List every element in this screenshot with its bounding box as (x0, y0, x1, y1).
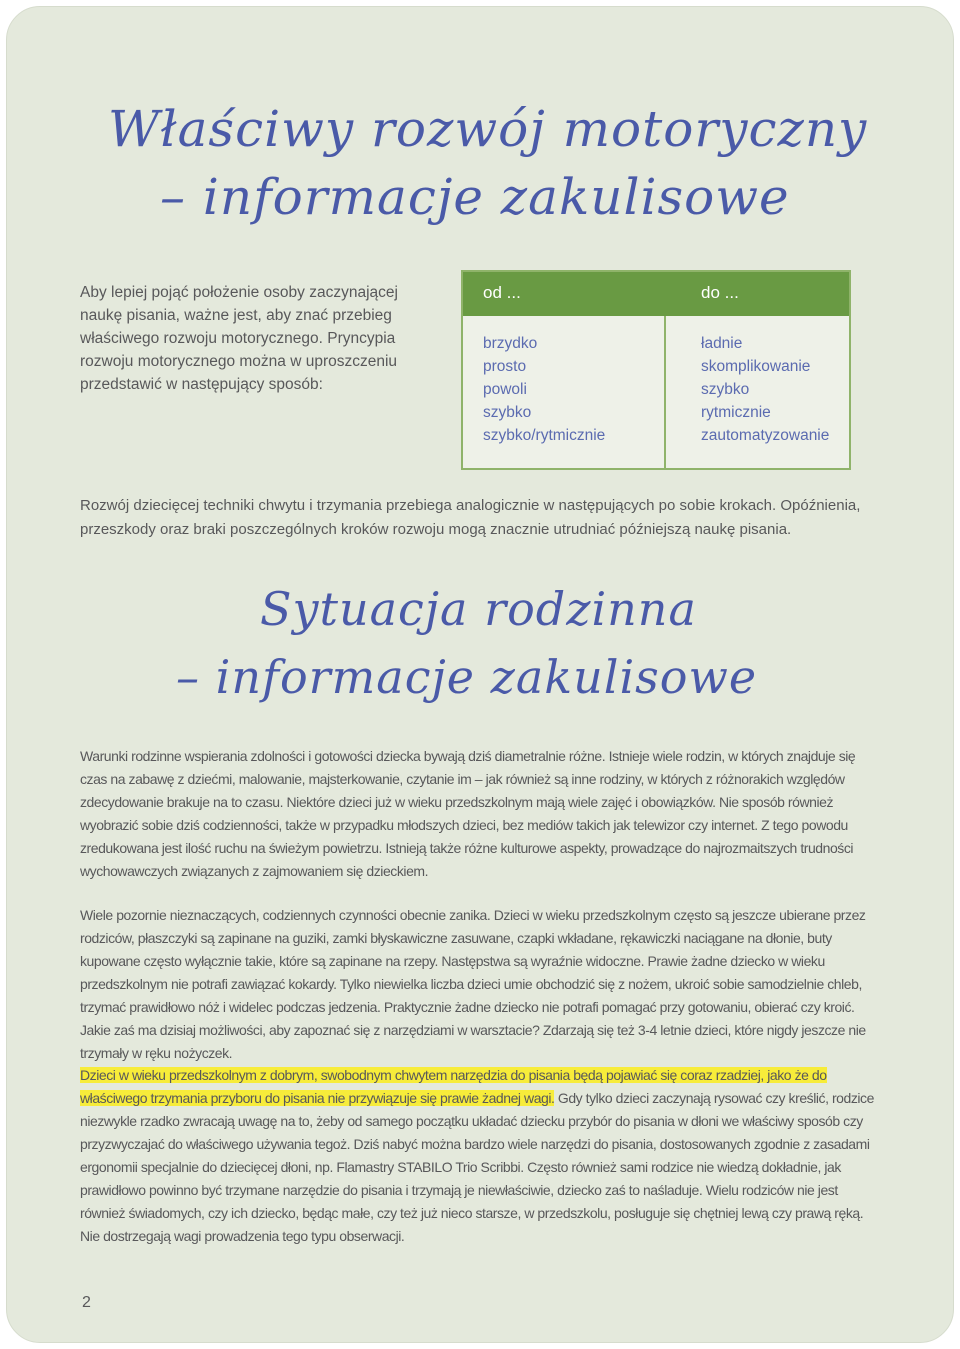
highlighted-text: Dzieci w wieku przedszkolnym z dobrym, swobodnym chwytem narzędzia do pisania będą pojawiać się coraz rzadziej, jako że do właściwego trzymania przyboru do pisania nie przywiązuje się prawie żadnej wagi. (80, 1067, 827, 1106)
title2-line2: – informacje zakulisowe (176, 650, 758, 704)
table-header (463, 272, 849, 316)
intro-text: Aby lepiej pojąć położenie osoby zaczynającej naukę pisania, ważne jest, aby znać przebieg właściwego rozwoju motorycznego. Pryncypia rozwoju motorycznego można w uproszczeniu przedstawić w następujący sposób: (80, 283, 398, 393)
paragraph-family-conditions: Warunki rodzinne wspierania zdolności i gotowości dziecka bywają dziś diametralnie różne. Istnieje wiele rodzin, w których znajduje się czas na zabawę z dziećmi, malowanie, majsterkowanie, czytanie im – jak również są inne rodziny, w których z różnorakich względów zdecydowanie brakuje na to czasu. Niektóre dzieci już w wieku przedszkolnym mają wiele zajęć i obowiązków. Nie sposób również wyobrazić sobie dziś codzienności, także w przypadku młodszych dzieci, bez mediów takich jak telewizor czy internet. Z tego powodu zredukowana jest ilość ruchu na świeżym powietrzu. Istnieją także różne kulturowe aspekty, prowadzące do najrozmaitszych trudności wychowawczych związanych z zajmowaniem się dzieckiem. (80, 748, 856, 879)
title2-line1: Sytuacja rodzinna (260, 582, 697, 636)
list-item: skomplikowanie (701, 358, 811, 375)
list-item: szybko (483, 404, 532, 421)
table-header-to: do ... (701, 283, 739, 302)
list-item: prosto (483, 358, 527, 375)
table-column-to (701, 332, 829, 447)
list-item: powoli (483, 381, 527, 398)
list-item: brzydko (483, 335, 538, 352)
table-header-from: od ... (483, 283, 521, 302)
table-column-from (483, 332, 605, 447)
title1-line1: Właściwy rozwój motoryczny (108, 100, 868, 158)
list-item: zautomatyzowanie (701, 427, 830, 444)
page-number: 2 (82, 1294, 91, 1311)
list-item: szybko (701, 381, 750, 398)
table-divider (664, 316, 666, 468)
list-item: szybko/rytmicznie (483, 427, 606, 444)
paragraph-rest: Gdy tylko dzieci zaczynają rysować czy kreślić, rodzice niezwykle rzadko zwracają uwagę na to, żeby od samego początku układać dziecku przybór do pisania w dłoni we właściwy sposób czy przyzwyczajać do właściwego używania tegoż. Dziś nabyć można bardzo wiele narzędzi do pisania, dostosowanych zgodnie z zasadami ergonomii specjalnie do dziecięcej dłoni, np. Flamastry STABILO Trio Scribbi. Często również sami rodzice nie wiedzą dokładnie, jak prawidłowo powinno być trzymane narzędzie do pisania i trzymają je niewłaściwie, dziecko zaś to naśladuje. Wielu rodziców nie jest również świadomych, czy ich dziecko, będąc małe, czy też już nieco starsze, w przedszkolu, posługuje się chętniej lewą czy prawą ręką. Nie dostrzegają wagi prowadzenia tego typu obserwacji. (80, 1090, 874, 1244)
paragraph-writing-tools (80, 1064, 880, 1248)
list-item: ładnie (701, 335, 743, 352)
paragraph-daily-activities: Wiele pozornie nieznaczących, codziennych czynności obecnie zanika. Dzieci w wieku przedszkolnym często są jeszcze ubierane przez rodziców, płaszczyki są zapinane na guziki, zamki błyskawiczne zasuwane, czapki wkładane, rękawiczki naciągane na dłonie, buty kupowane często wyłącznie takie, które są zapinane na rzepy. Następstwa są wyraźnie widoczne. Prawie żadne dziecko w wieku przedszkolnym nie potrafi zawiązać kokardy. Tylko niewielka liczba dzieci umie obchodzić się z nożem, ukroić sobie samodzielnie chleb, trzymać prawidłowo nóż i widelec podczas jedzenia. Praktycznie żadne dziecko nie potrafi pomagać przy gotowaniu, obierać czy kroić. Jakie zaś ma dzisiaj możliwości, aby zapoznać się z narzędziami w warsztacie? Zdarzają się też 3-4 letnie dzieci, które nigdy jeszcze nie trzymały w ręku nożyczek. (80, 907, 866, 1061)
development-table (461, 270, 851, 470)
title1-line2: – informacje zakulisowe (160, 168, 790, 226)
list-item: rytmicznie (701, 404, 771, 421)
paragraph-development: Rozwój dziecięcej techniki chwytu i trzymania przebiega analogicznie w następujących po sobie krokach. Opóźnienia, przeszkody oraz braki poszczególnych kroków rozwoju mogą znacznie utrudniać późniejszą naukę pisania. (80, 497, 861, 538)
